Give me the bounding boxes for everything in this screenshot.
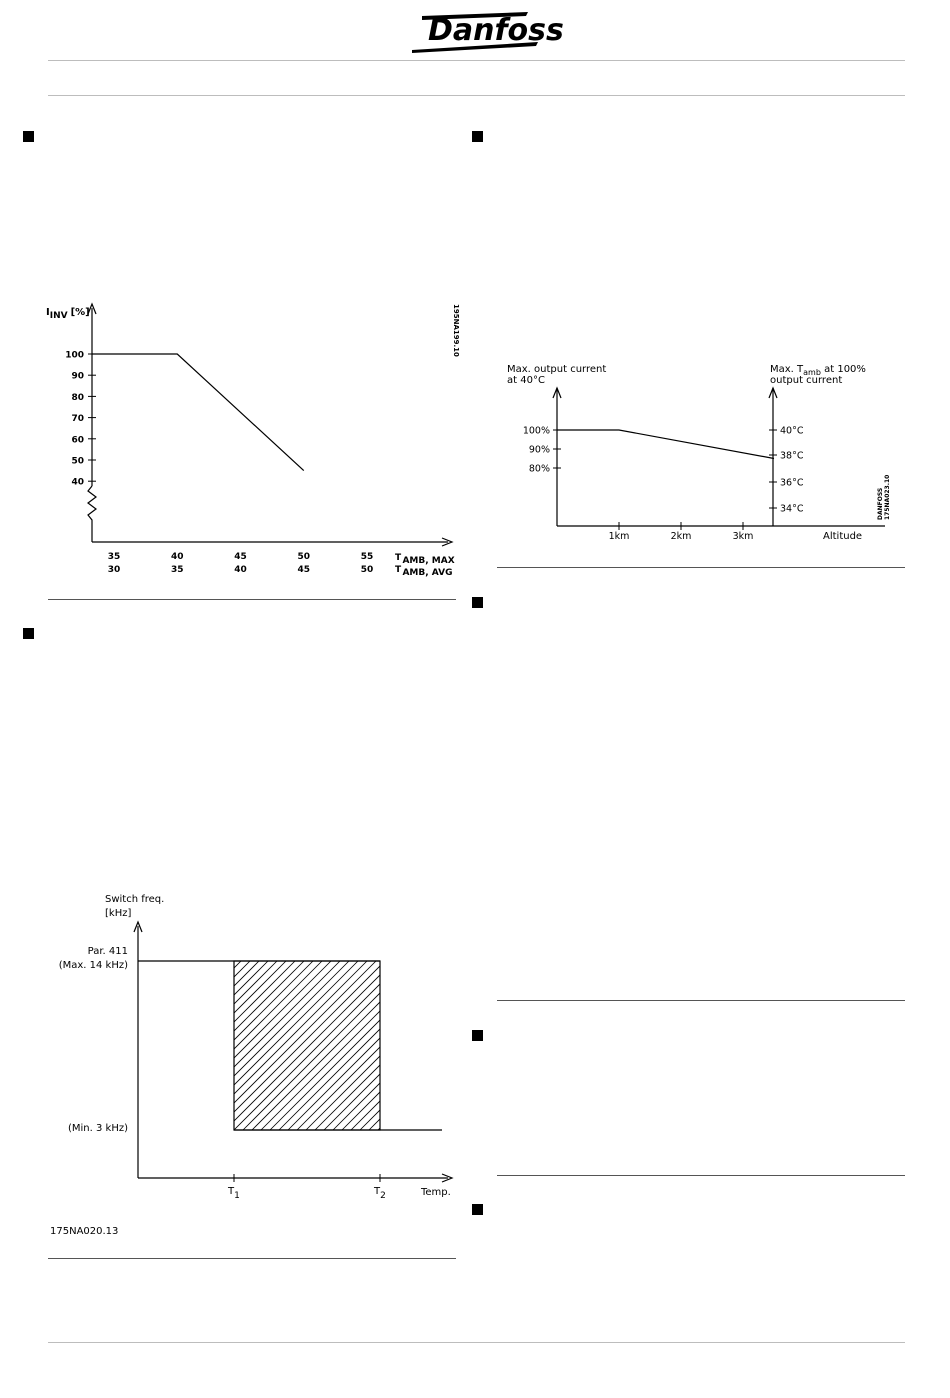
rule-right-1	[497, 567, 905, 568]
x-tick-label-avg: 50	[360, 565, 374, 575]
hatch-line	[153, 961, 322, 1130]
par-label-line2: (Max. 14 kHz)	[58, 960, 128, 971]
hatch-line	[234, 961, 403, 1130]
y-title-line2: [kHz]	[105, 908, 132, 919]
hatch-line	[297, 961, 466, 1130]
danfoss-logo	[408, 6, 564, 56]
y-axis-label: IINV [%]	[46, 307, 90, 321]
section-bullet-1	[23, 131, 34, 142]
hatch-line	[162, 961, 331, 1130]
hatch-line	[216, 961, 385, 1130]
x-tick-label-avg: 30	[107, 565, 121, 575]
altitude-derating-line	[557, 430, 774, 459]
hatch-line	[189, 961, 358, 1130]
hatch-line	[369, 961, 538, 1130]
left-tick-label: 90%	[528, 444, 550, 456]
left-tick-label: 100%	[522, 425, 550, 437]
hatch-line	[324, 961, 493, 1130]
right-title-line1: Max. $T_{amb}$ at 100%	[770, 364, 866, 377]
right-tick-label: 36°C	[780, 477, 804, 489]
x-tick-label: 3km	[732, 531, 754, 542]
footer-rule	[48, 1342, 905, 1343]
derating-line	[92, 354, 304, 471]
rule-right-3	[497, 1175, 905, 1176]
hatch-line	[81, 961, 250, 1130]
hatch-line	[225, 961, 394, 1130]
hatch-line	[342, 961, 511, 1130]
rule-right-2	[497, 1000, 905, 1001]
right-tick-label: 38°C	[780, 450, 804, 462]
derating-altitude-chart	[500, 358, 900, 548]
hatch-line	[243, 961, 412, 1130]
header-rule-bottom	[48, 95, 905, 96]
x-tick-label-avg: 45	[297, 565, 311, 575]
right-tick-label: 34°C	[780, 503, 804, 515]
t1-label: T1	[228, 1186, 240, 1201]
hatch-line	[279, 961, 448, 1130]
hatch-line	[72, 961, 241, 1130]
left-tick-label: 80%	[528, 463, 550, 475]
min-label: (Min. 3 kHz)	[67, 1123, 128, 1134]
y-tick-label: 60	[71, 435, 84, 446]
hatch-line	[180, 961, 349, 1130]
y-title-line1: Switch freq.	[105, 894, 165, 905]
hatch-line	[117, 961, 286, 1130]
hatch-line	[252, 961, 421, 1130]
section-bullet-6	[472, 1204, 483, 1215]
par-label-line1: Par. 411	[87, 946, 128, 957]
y-tick-label: 100	[65, 350, 84, 361]
hatch-line	[360, 961, 529, 1130]
hatch-line	[63, 961, 232, 1130]
hatch-line	[315, 961, 484, 1130]
x-axis-label: Altitude	[823, 531, 863, 542]
header-rule-top	[48, 60, 905, 61]
hatch-line	[144, 961, 313, 1130]
chart-code: 175NA020.13	[50, 1226, 119, 1237]
section-bullet-3	[23, 628, 34, 639]
left-title-line1: Max. output current	[507, 364, 607, 375]
x-tick-label: 1km	[608, 531, 630, 542]
hatch-line	[306, 961, 475, 1130]
y-tick-label: 90	[71, 371, 84, 382]
x-tick-label-avg: 35	[170, 565, 184, 575]
section-bullet-5	[472, 1030, 483, 1041]
rule-left-1	[48, 599, 456, 600]
x-tick-label-avg: 40	[234, 565, 247, 575]
chart-code: 195NA199.10	[452, 304, 460, 357]
t2-label: T2	[374, 1186, 386, 1201]
x-tick-label-max: 35	[107, 552, 121, 562]
y-tick-label: 40	[71, 477, 84, 488]
hatch-line	[378, 961, 547, 1130]
y-tick-label: 80	[71, 392, 84, 403]
chart-code-line1: DANFOSS	[877, 487, 884, 520]
hatch-line	[387, 961, 556, 1130]
hatch-line	[108, 961, 277, 1130]
hatch-line	[270, 961, 439, 1130]
section-bullet-2	[472, 131, 483, 142]
hatch-line	[171, 961, 340, 1130]
y-tick-label: 70	[71, 414, 84, 425]
x-tick-label: 2km	[670, 531, 692, 542]
right-title-line2: output current	[770, 375, 843, 386]
hatch-line	[198, 961, 367, 1130]
derating-temperature-chart	[40, 298, 460, 588]
t-amb-max-label: T AMB, MAX	[395, 553, 455, 566]
hatch-line	[99, 961, 268, 1130]
x-tick-label-max: 45	[234, 552, 247, 562]
x-axis-label: Temp.	[421, 1187, 451, 1198]
chart-code-line2: 175NA023.10	[884, 474, 891, 520]
x-tick-label-max: 40	[170, 552, 184, 562]
x-tick-label-max: 55	[360, 552, 374, 562]
hatch-line	[351, 961, 520, 1130]
y-axis-break	[88, 486, 96, 542]
section-bullet-4	[472, 597, 483, 608]
hatch-line	[333, 961, 502, 1130]
right-tick-label: 40°C	[780, 425, 804, 437]
t-amb-avg-label: T AMB, AVG	[395, 565, 453, 578]
logo-text: Danfoss	[428, 13, 564, 48]
x-tick-label-max: 50	[297, 552, 311, 562]
rule-left-2	[48, 1258, 456, 1259]
hatch-line	[288, 961, 457, 1130]
hatch-line	[135, 961, 304, 1130]
y-tick-label: 50	[71, 456, 84, 467]
hatch-line	[126, 961, 295, 1130]
hatch-line	[261, 961, 430, 1130]
left-title-line2: at 40°C	[507, 375, 545, 386]
switch-frequency-chart	[40, 888, 460, 1238]
hatch-line	[207, 961, 376, 1130]
